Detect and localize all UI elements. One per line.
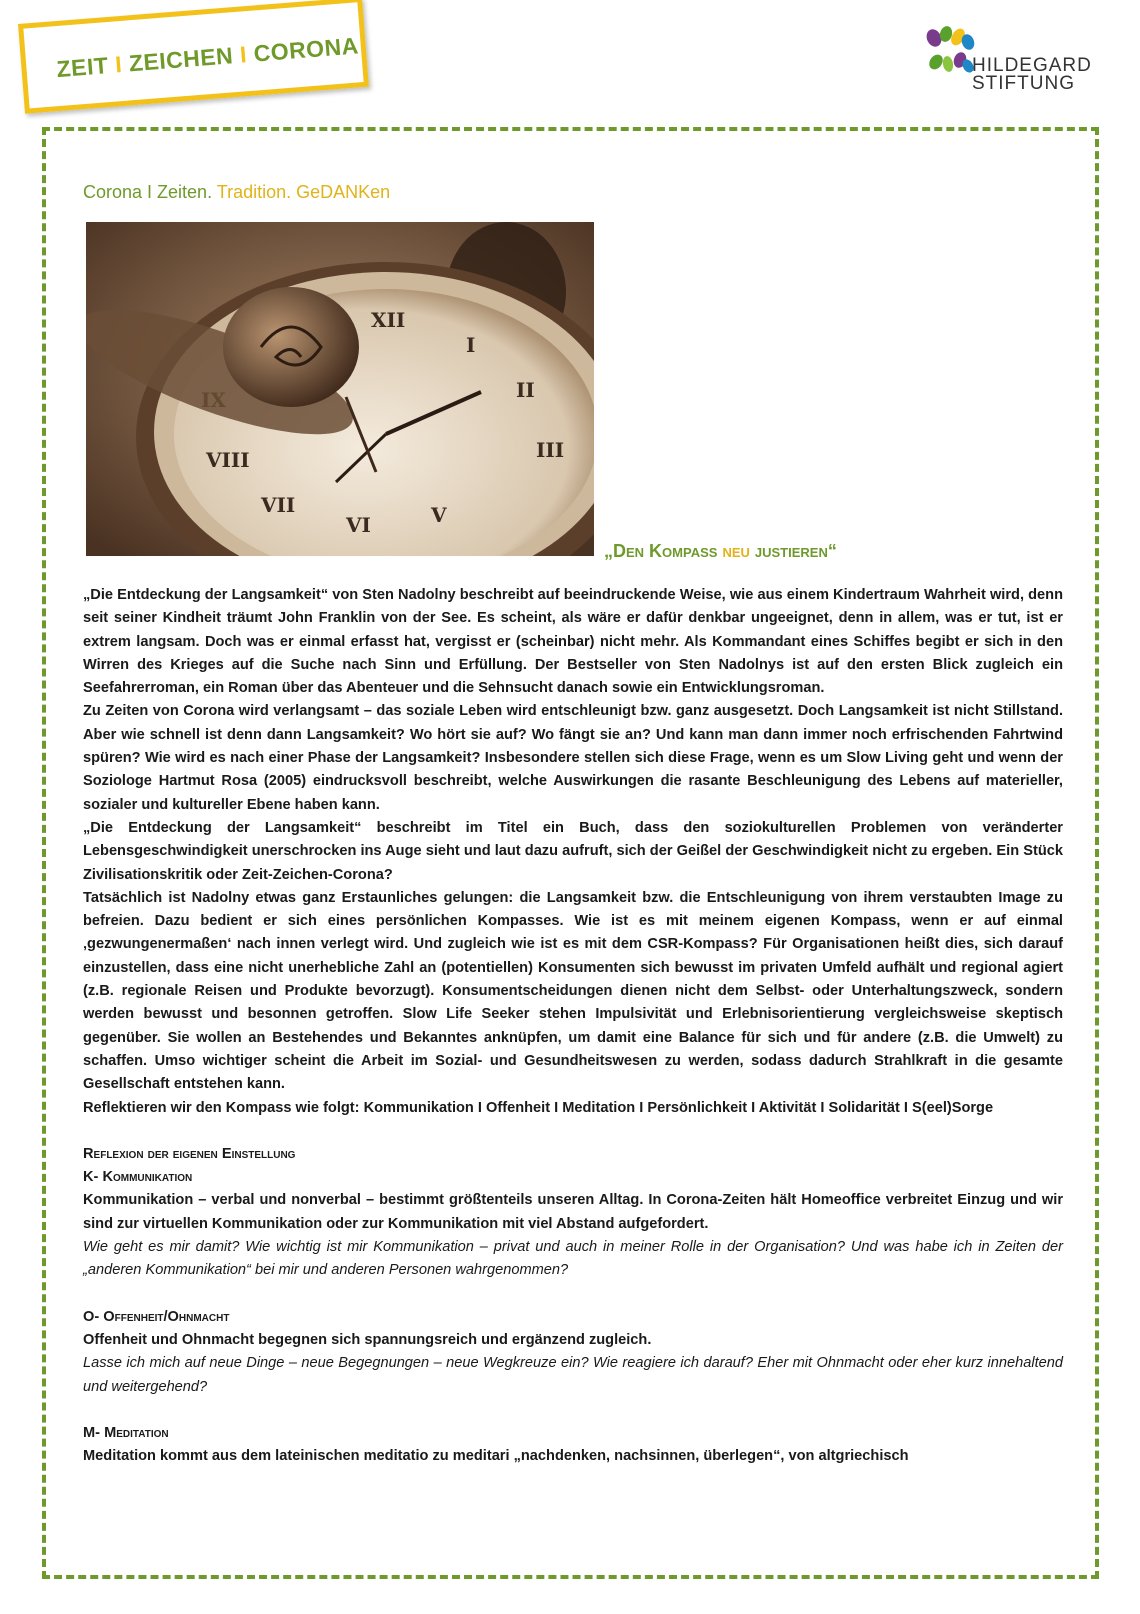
svg-text:I: I (466, 333, 476, 357)
paragraph: „Die Entdeckung der Langsamkeit“ von Sten Nadolny beschreibt auf beeindruckende Weise, wie aus einem Kindertraum Wahrheit wird, denn seit seiner Kindheit träumt John Franklin von der See. Es scheint, als wäre er dafür denkbar ungeeignet, denn in allem, was er tut, ist er extrem langsam. Doch was er einmal erfasst hat, vergisst er (scheinbar) nicht mehr. Als Kommandant eines Schiffes begibt er sich in den Wirren des Krieges auf die Suche nach Sinn und Erfüllung. Der Bestseller von Sten Nadolnys ist auf den ersten Blick zugleich ein Seefahrerroman, ein Roman über das Abenteuer und die Sehnsucht danach sowie ein Entwicklungsroman. (83, 587, 1063, 697)
series-tag (18, 0, 369, 114)
svg-text:VII: VII (261, 493, 296, 517)
spacer (83, 1283, 1063, 1306)
snail-clock-image (86, 222, 594, 556)
spacer (83, 1120, 1063, 1143)
svg-text:XII: XII (371, 308, 406, 332)
svg-text:II: II (516, 378, 535, 402)
tag-separator: I (107, 50, 130, 78)
svg-text:VI: VI (346, 513, 371, 537)
paragraph: Kommunikation – verbal und nonverbal – bestimmt größtenteils unseren Alltag. In Corona-Zeiten hält Homeoffice verbreitet Einzug und wir sind zur virtuellen Kommunikation oder zur Kommunikation mit viel Abstand aufgefordert. (83, 1192, 1063, 1232)
tag-zeit: ZEIT (55, 52, 110, 83)
reflection-question: Lasse ich mich auf neue Dinge – neue Begegnungen – neue Wegkreuze ein? Wie reagiere ich darauf? Eher mit Ohnmacht oder eher kurz innehaltend und weitergehend? (83, 1355, 1063, 1395)
kicker-line (83, 182, 390, 203)
paragraph: Offenheit und Ohnmacht begegnen sich spannungsreich und ergänzend zugleich. (83, 1331, 652, 1348)
reflection-question: Wie geht es mir damit? Wie wichtig ist mir Kommunikation – privat und auch in meiner Rolle in der Organisation? Und was habe ich in Zeiten der „anderen Kommunikation“ bei mir und anderen Personen wahrgenommen? (83, 1239, 1063, 1279)
subsection-heading-k: K- Kommunikation (83, 1169, 193, 1186)
subsection-heading-o: O- Offenheit/Ohnmacht (83, 1308, 230, 1325)
svg-text:III: III (536, 438, 565, 462)
section-heading: Reflexion der eigenen Einstellung (83, 1145, 296, 1162)
logo-line2: STIFTUNG (972, 73, 1075, 94)
tag-corona: CORONA (252, 32, 360, 67)
hildegard-stiftung-logo (922, 24, 1112, 104)
snail-on-clock-photo (86, 222, 594, 556)
logo-wordmark (972, 57, 1092, 93)
paragraph: Meditation kommt aus dem lateinischen meditatio zu meditari „nachdenken, nachsinnen, überlegen“, von altgriechisch (83, 1448, 909, 1465)
paragraph: Reflektieren wir den Kompass wie folgt: Kommunikation I Offenheit I Meditation I Persönlichkeit I Aktivität I Solidarität I S(eel)Sorge (83, 1099, 994, 1116)
spacer (83, 1399, 1063, 1422)
kicker-yellow: Tradition. GeDANKen (216, 182, 391, 202)
svg-text:VIII: VIII (206, 448, 250, 472)
svg-text:V: V (431, 503, 447, 527)
subsection-heading-m: M- Meditation (83, 1424, 169, 1441)
article-title (604, 541, 837, 562)
kicker-green: Corona I Zeiten. (83, 182, 217, 202)
paragraph: Tatsächlich ist Nadolny etwas ganz Erstaunliches gelungen: die Langsamkeit bzw. die Entschleunigung von ihrem verstaubten Image zu befreien. Dazu bedient er sich eines persönlichen Kompasses. Wie ist es mit meinem eigenen Kompass, wenn er auf einmal ‚gezwungenermaßen‘ nach innen verlegt wird. Und zugleich wie ist es mit dem CSR-Kompass? Für Organisationen heißt dies, sich darauf einzustellen, dass eine nicht unerhebliche Zahl an (potentiellen) Konsumenten sich bewusst im privaten Umfeld aufhält und regional agiert (z.B. regionale Reisen und Produkte bevorzugt). Konsumentscheidungen dienen nicht dem Selbst- oder Unterhaltungszweck, sondern werden bewusst und besonnen getroffen. Slow Life Seeker stehen Impulsivität und Erlebnisorientierung vergleichsweise skeptisch gegenüber. Sie wollen an Bestehendes und Bekanntes anknüpfen, um damit eine Balance für sich und für andere (z.B. die Umwelt) zu schaffen. Umso wichtiger scheint die Arbeit im Sozial- und Gesundheitswesen zu werden, sodass dadurch Strahlkraft in die gesamte Gesellschaft entstehen kann. (83, 889, 1063, 1093)
tag-zeichen: ZEICHEN (127, 42, 235, 77)
tag-separator: I (232, 40, 255, 69)
title-part3: justieren“ (749, 541, 837, 561)
paragraph: Zu Zeiten von Corona wird verlangsamt – das soziale Leben wird entschleunigt bzw. ganz ausgesetzt. Doch Langsamkeit ist nicht Stillstand. Aber wie schnell ist denn dann Langsamkeit? Wo hört sie auf? Wo fängt sie an? Und kann man dann immer noch erfrischenden Fahrtwind spüren? Wie wird es nach einer Phase der Langsamkeit? Insbesondere stellen sich diese Frage, wenn es um Slow Living geht und wenn der Soziologe Hartmut Rosa (2005) eindrucksvoll beschreibt, welche Auswirkungen die rasante Beschleunigung des Lebens auf materieller, sozialer und kultureller Ebene haben kann. (83, 703, 1063, 813)
series-title (56, 32, 360, 83)
paragraph: „Die Entdeckung der Langsamkeit“ beschreibt im Titel ein Buch, dass den soziokulturellen Problemen von veränderter Lebensgeschwindigkeit unerschrocken ins Auge sieht und laut dazu aufruft, sich der Geißel der Geschwindigkeit nicht zu ergeben. Ein Stück Zivilisationskritik oder Zeit-Zeichen-Corona? (83, 819, 1063, 883)
article-body (83, 584, 1063, 1468)
title-highlight: neu (722, 541, 750, 561)
logo-line1: HILDEGARD (972, 55, 1092, 76)
title-part1: „Den Kompass (604, 541, 723, 561)
